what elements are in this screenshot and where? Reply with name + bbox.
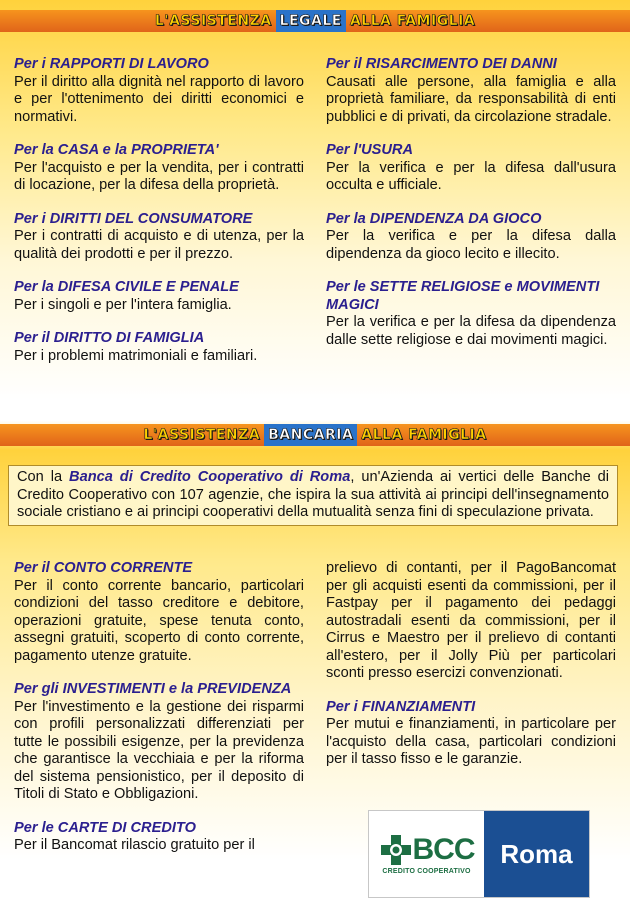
banner-legal-highlight: LEGALE — [276, 10, 346, 32]
legal-section — [326, 279, 616, 349]
bcc-roma-logo — [368, 810, 590, 898]
banner-banking — [0, 424, 630, 446]
section-text: Per la verifica e per la difesa dalla dipendenza da gioco lecito e illecito. — [326, 228, 616, 262]
banking-section — [14, 560, 304, 665]
section-text: prelievo di contanti, per il PagoBancomat per gli acquisti esenti da commissioni, per il Fastpay per il pagamento dei pedaggi autostradali esenti da commissioni, per il Cirrus e Maestro per il prelievo di contanti all'estero, per il Jolly Più per particolari sconti presso esercizi convenzionati. — [326, 560, 616, 681]
banner-legal-title — [155, 10, 475, 32]
banner-legal — [0, 10, 630, 32]
intro-post: , un'Azienda ai vertici delle Banche di Credito Cooperativo con 107 agenzie, che ispira la sua attività ai principi dell'insegnamento sociale cristiano e ai principi cooperativi della mutualità senza fini di speculazione privata. — [17, 469, 610, 520]
intro-bank-name: Banca di Credito Cooperativo di Roma — [69, 469, 351, 485]
section-text: Per i problemi matrimoniali e familiari. — [14, 347, 258, 364]
section-heading: Per i RAPPORTI DI LAVORO — [14, 56, 209, 72]
section-text: Per i singoli e per l'intera famiglia. — [14, 296, 232, 313]
section-text: Per i contratti di acquisto e di utenza, per la qualità dei prodotti e per il prezzo. — [14, 228, 304, 262]
banking-section — [14, 681, 304, 804]
legal-section — [14, 56, 304, 126]
bcc-logo-right — [484, 811, 589, 897]
legal-section — [14, 211, 304, 264]
banking-section — [14, 820, 304, 855]
section-text: Per il Bancomat rilascio gratuito per il — [14, 837, 255, 853]
section-heading: Per gli INVESTIMENTI e la PREVIDENZA — [14, 681, 292, 697]
section-heading: Per il RISARCIMENTO DEI DANNI — [326, 56, 557, 72]
section-heading: Per i FINANZIAMENTI — [326, 698, 476, 715]
section-heading: Per la CASA e la PROPRIETA' — [14, 142, 219, 158]
section-text: Causati alle persone, alla famiglia e alla proprietà familiare, da responsabilità di enti pubblici e di privati, da circolazione stradale. — [326, 73, 616, 125]
legal-section — [14, 330, 304, 365]
section-heading: Per il CONTO CORRENTE — [14, 560, 193, 576]
section-text: Per la verifica e per la difesa da dipendenza dalle sette religiose e dai movimenti magici. — [326, 314, 616, 348]
bank-intro-box — [8, 465, 618, 526]
section-heading: Per i DIRITTI DEL CONSUMATORE — [14, 210, 253, 227]
legal-right-column — [326, 56, 616, 365]
banner-legal-post: ALLA FAMIGLIA — [349, 13, 476, 29]
banner-banking-pre: L'ASSISTENZA — [143, 427, 261, 443]
bcc-cross-icon — [379, 833, 413, 867]
bcc-text: BCC — [412, 833, 475, 866]
legal-section — [326, 211, 616, 264]
section-text: Per l'acquisto e per la vendita, per i contratti di locazione, per la difesa della proprietà. — [14, 159, 304, 193]
legal-section — [14, 142, 304, 195]
section-heading: Per la DIFESA CIVILE E PENALE — [14, 279, 239, 295]
legal-section — [326, 56, 616, 126]
banking-section — [326, 699, 616, 769]
banking-continuation — [326, 560, 616, 683]
banking-right-column — [326, 560, 616, 785]
legal-section — [326, 142, 616, 195]
intro-pre: Con la — [17, 469, 70, 485]
roma-text: Roma — [500, 838, 573, 869]
banner-banking-post: ALLA FAMIGLIA — [361, 427, 487, 443]
section-heading: Per le CARTE DI CREDITO — [14, 819, 196, 836]
banner-banking-highlight: BANCARIA — [264, 424, 357, 446]
legal-left-column — [14, 56, 304, 381]
section-text: Per l'investimento e la gestione dei risparmi con profili personalizzati differenziati per tutte le possibili esigenze, per la previdenza che garantisce la vecchiaia e per la riforma del sistema pensionistico, per il deposito di Titoli di Stato e Obbligazioni. — [14, 698, 304, 802]
bcc-subtitle: CREDITO COOPERATIVO — [382, 868, 471, 875]
section-text: Per la verifica e per la difesa dall'usura occulta e ufficiale. — [326, 159, 616, 193]
section-heading: Per le SETTE RELIGIOSE e MOVIMENTI MAGICI — [326, 279, 600, 313]
section-heading: Per il DIRITTO DI FAMIGLIA — [14, 330, 205, 346]
section-text: Per il conto corrente bancario, particolari condizioni del tasso creditore e debitore, operazioni gratuite, spese tenuta conto, assegni gratuiti, scoperto di conto corrente, pagamento utenze gratuite. — [14, 577, 304, 664]
banking-left-column — [14, 560, 304, 855]
bcc-logo-left — [369, 811, 484, 897]
banner-banking-title — [143, 424, 486, 446]
legal-section — [14, 279, 304, 314]
bcc-mark — [379, 833, 475, 867]
section-text: Per il diritto alla dignità nel rapporto di lavoro e per l'ottenimento dei diritti economici e normativi. — [14, 73, 304, 125]
section-text: Per mutui e finanziamenti, in particolare per l'acquisto della casa, particolari condizioni per il tasso fisso e le garanzie. — [326, 716, 616, 767]
section-heading: Per l'USURA — [326, 142, 413, 158]
section-heading: Per la DIPENDENZA DA GIOCO — [326, 210, 542, 227]
banner-legal-pre: L'ASSISTENZA — [154, 13, 272, 29]
